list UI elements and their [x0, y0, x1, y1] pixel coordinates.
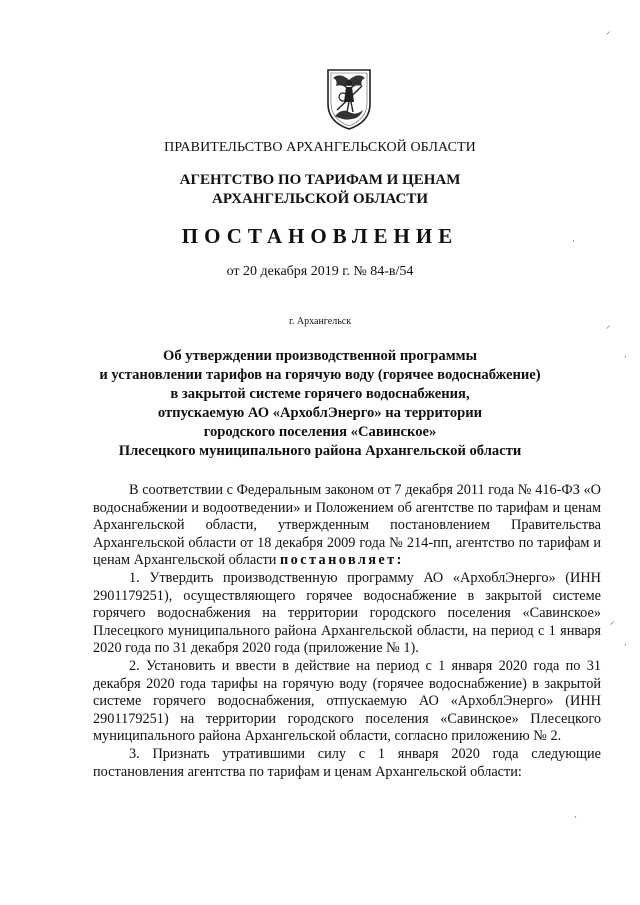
coat-of-arms-icon: [322, 66, 376, 132]
document-body: [93, 482, 601, 781]
government-name: ПРАВИТЕЛЬСТВО АРХАНГЕЛЬСКОЙ ОБЛАСТИ: [164, 140, 476, 155]
document-title: [0, 347, 640, 461]
title-line: отпускаемую АО «АрхоблЭнерго» на территории: [157, 405, 483, 421]
title-line: в закрытой системе горячего водоснабжения,: [170, 386, 470, 402]
clause-1: 1. Утвердить производственную программу АО «АрхоблЭнерго» (ИНН 2901179251), осуществляющего горячее водоснабжение в закрытой системе горячего водоснабжения на территории городского поселения «Савинское» Плесецкого муниципального района Архангельской области, на период с 1 января 2020 года по 31 декабря 2020 года (приложение № 1).: [93, 569, 601, 657]
preamble-paragraph: [93, 482, 601, 570]
preamble-text: В соответствии с Федеральным законом от 7 декабря 2011 года № 416-ФЗ «О водоснабжении и водоотведении» и Положением об агентстве по тарифам и ценам Архангельской области, утвержденным постановлением Правительства Архангельской области от 18 декабря 2009 года № 214-пп, агентство по тарифам и ценам Архангельской области: [93, 482, 601, 569]
agency-name-line2: АРХАНГЕЛЬСКОЙ ОБЛАСТИ: [212, 191, 428, 207]
document-type: ПОСТАНОВЛЕНИЕ: [181, 224, 459, 248]
scan-mark: ·: [624, 640, 627, 650]
city: г. Архангельск: [288, 316, 352, 327]
title-line: и установлении тарифов на горячую воду (горячее водоснабжение): [99, 367, 541, 383]
scan-mark: ⸝: [606, 320, 611, 330]
agency-name: [0, 171, 640, 209]
title-line: Плесецкого муниципального района Архангельской области: [118, 443, 522, 459]
agency-name-line1: АГЕНТСТВО ПО ТАРИФАМ И ЦЕНАМ: [179, 172, 461, 188]
clause-2: 2. Установить и ввести в действие на период с 1 января 2020 года по 31 декабря 2020 года тарифы на горячую воду (горячее водоснабжение) в закрытой системе горячего водоснабжения, отпускаемую АО «АрхоблЭнерго» (ИНН 2901179251) на территории городского поселения «Савинское» Плесецкого муниципального района Архангельской области, согласно приложению № 2.: [93, 657, 601, 745]
clause-3: 3. Признать утратившими силу с 1 января 2020 года следующие постановления агентства по тарифам и ценам Архангельской области:: [93, 745, 601, 780]
scan-mark: ·: [574, 812, 577, 822]
scan-mark: ·: [624, 352, 627, 362]
date-and-number: от 20 декабря 2019 г. № 84-в/54: [226, 264, 414, 279]
scan-mark: ·: [572, 236, 575, 246]
scan-mark: ⸝: [606, 26, 611, 36]
scan-mark: ⸝: [610, 616, 615, 626]
title-line: Об утверждении производственной программы: [162, 348, 477, 364]
title-line: городского поселения «Савинское»: [203, 424, 437, 440]
resolves-keyword: постановляет:: [280, 552, 404, 569]
